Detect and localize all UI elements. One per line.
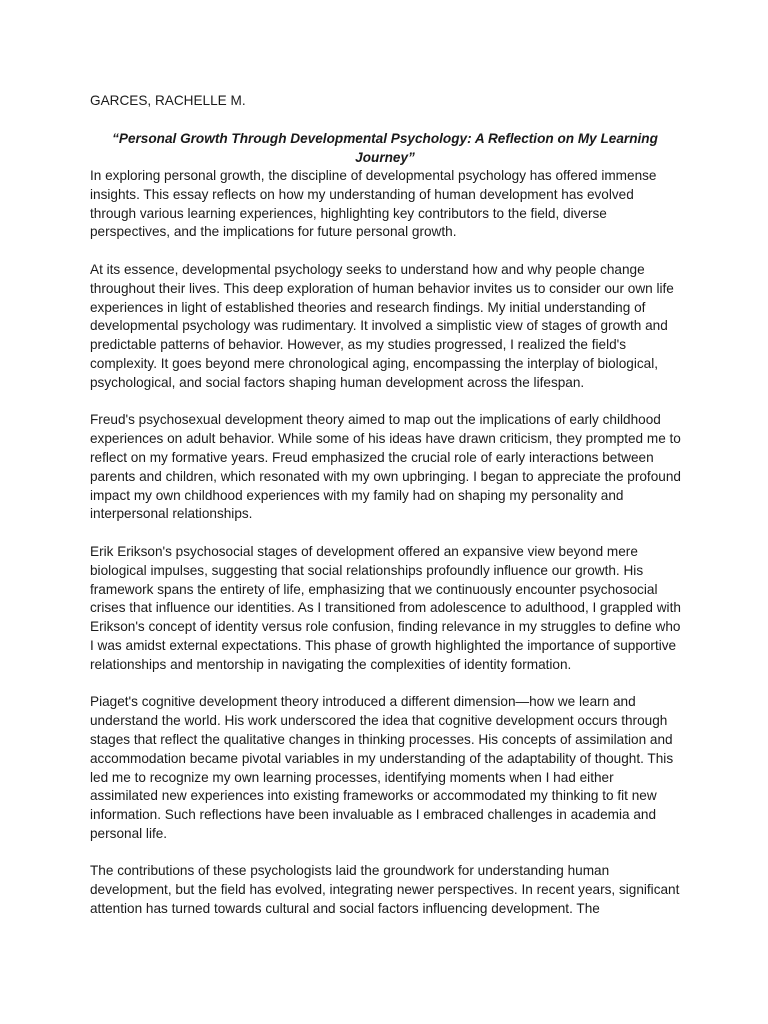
paragraph-introduction: In exploring personal growth, the discipline of developmental psychology has offered immense insights. This essay reflects on how my understanding of human development has evolved through various learning experiences, highlighting key contributors to the field, diverse perspectives, and the implications for future personal growth. bbox=[90, 168, 657, 240]
paragraph-piaget: Piaget's cognitive development theory introduced a different dimension—how we learn and understand the world. His work underscored the idea that cognitive development occurs through stages that reflect the qualitative changes in thinking processes. His concepts of assimilation and accommodation became pivotal variables in my understanding of the adaptability of thought. This led me to recognize my own learning processes, identifying moments when I had either assimilated new experiences into existing frameworks or accommodated my thinking to fit new information. Such reflections have been invaluable as I embraced challenges in academia and personal life. bbox=[90, 694, 674, 841]
paragraph-freud: Freud's psychosexual development theory aimed to map out the implications of early childhood experiences on adult behavior. While some of his ideas have drawn criticism, they prompted me to reflect on my formative years. Freud emphasized the crucial role of early interactions between parents and children, which resonated with my own upbringing. I began to appreciate the profound impact my own childhood experiences with my family had on shaping my personality and interpersonal relationships. bbox=[90, 412, 681, 522]
paragraph-essence: At its essence, developmental psychology seeks to understand how and why people change throughout their lives. This deep exploration of human behavior invites us to consider our own life experiences in light of established theories and research findings. My initial understanding of developmental psychology was rudimentary. It involved a simplistic view of stages of growth and predictable patterns of behavior. However, as my studies progressed, I realized the field's complexity. It goes beyond mere chronological aging, encompassing the interplay of biological, psychological, and social factors shaping human development across the lifespan. bbox=[90, 261, 674, 390]
author-name: GARCES, RACHELLE M. bbox=[90, 93, 246, 108]
essay-body bbox=[90, 167, 682, 938]
paragraph-contributions: The contributions of these psychologists laid the groundwork for understanding human development, but the field has evolved, integrating newer perspectives. In recent years, significant attention has turned towards cultural and social factors influencing development. The bbox=[90, 863, 680, 917]
essay-title: “Personal Growth Through Developmental Psychology: A Reflection on My Learning Journey” bbox=[112, 131, 658, 165]
paragraph-erikson: Erik Erikson's psychosocial stages of development offered an expansive view beyond mere biological impulses, suggesting that social relationships profoundly influence our growth. His framework spans the entirety of life, emphasizing that we continuously encounter psychosocial crises that influence our identities. As I transitioned from adolescence to adulthood, I grappled with Erikson's concept of identity versus role confusion, finding relevance in my struggles to define who I was amidst external expectations. This phase of growth highlighted the importance of supportive relationships and mentorship in navigating the complexities of identity formation. bbox=[90, 543, 681, 672]
